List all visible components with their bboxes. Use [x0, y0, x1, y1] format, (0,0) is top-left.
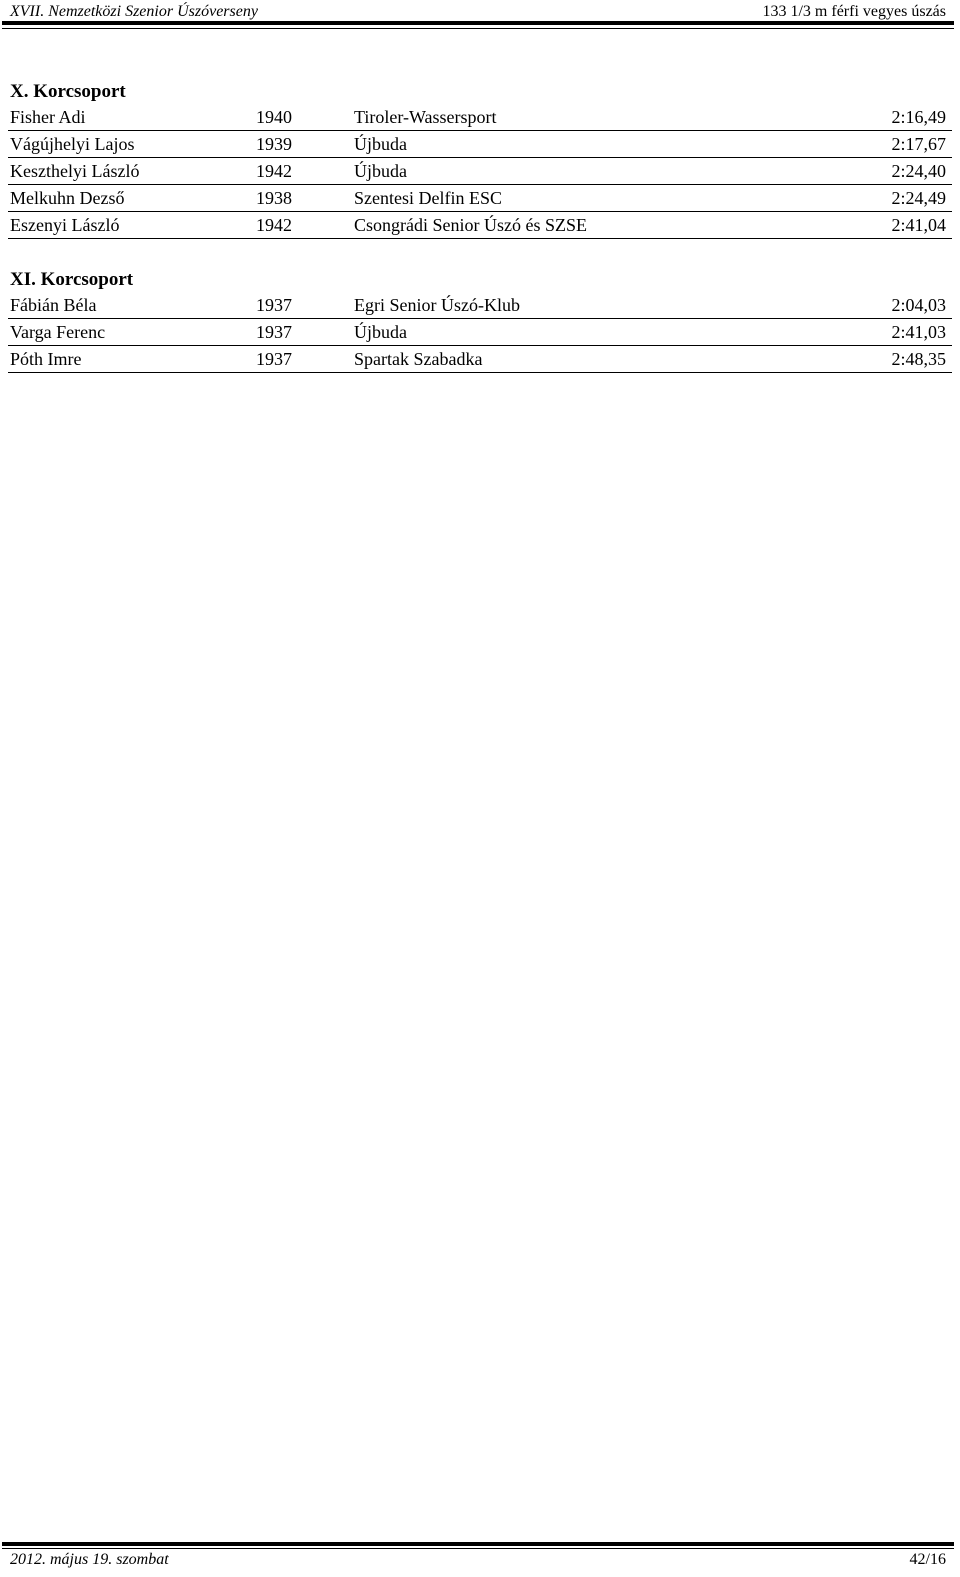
swimmer-name: Keszthelyi László — [10, 161, 140, 181]
birth-year: 1942 — [256, 161, 292, 181]
result-row — [8, 212, 952, 239]
birth-year: 1937 — [256, 349, 292, 369]
result-time: 2:04,03 — [891, 295, 946, 315]
result-time: 2:48,35 — [891, 349, 946, 369]
footer-rule-thick — [2, 1542, 954, 1546]
swimmer-name: Fábián Béla — [10, 295, 97, 315]
result-row — [8, 131, 952, 158]
header-rule-thin — [2, 28, 954, 29]
group-title: XI. Korcsoport — [10, 269, 134, 290]
birth-year: 1938 — [256, 188, 292, 208]
result-time: 2:24,49 — [891, 188, 946, 208]
page-footer — [8, 1550, 952, 1570]
club-name: Szentesi Delfin ESC — [354, 188, 502, 208]
footer-rule-thin — [2, 1548, 954, 1549]
swimmer-name: Póth Imre — [10, 349, 82, 369]
result-time: 2:16,49 — [891, 107, 946, 127]
age-group-x — [8, 80, 952, 239]
birth-year: 1940 — [256, 107, 292, 127]
result-time: 2:41,03 — [891, 322, 946, 342]
club-name: Tiroler-Wassersport — [354, 107, 497, 127]
result-row — [8, 185, 952, 212]
club-name: Csongrádi Senior Úszó és SZSE — [354, 215, 587, 235]
club-name: Újbuda — [354, 322, 407, 342]
birth-year: 1942 — [256, 215, 292, 235]
swimmer-name: Varga Ferenc — [10, 322, 106, 342]
header-rule-thick — [2, 21, 954, 25]
club-name: Újbuda — [354, 134, 407, 154]
event-date: 2012. május 19. szombat — [10, 1551, 169, 1568]
page-number: 42/16 — [909, 1551, 946, 1568]
birth-year: 1937 — [256, 295, 292, 315]
result-row — [8, 292, 952, 319]
swimmer-name: Fisher Adi — [10, 107, 86, 127]
birth-year: 1937 — [256, 322, 292, 342]
group-title: X. Korcsoport — [10, 81, 126, 102]
result-row — [8, 346, 952, 373]
result-row — [8, 158, 952, 185]
birth-year: 1939 — [256, 134, 292, 154]
race-title: 133 1/3 m férfi vegyes úszás — [762, 3, 946, 20]
result-time: 2:24,40 — [891, 161, 946, 181]
swimmer-name: Vágújhelyi Lajos — [10, 134, 135, 154]
club-name: Egri Senior Úszó-Klub — [354, 295, 520, 315]
swimmer-name: Eszenyi László — [10, 215, 120, 235]
result-time: 2:17,67 — [891, 134, 946, 154]
result-row — [8, 104, 952, 131]
result-time: 2:41,04 — [891, 215, 946, 235]
club-name: Spartak Szabadka — [354, 349, 483, 369]
age-group-xi — [8, 268, 952, 373]
club-name: Újbuda — [354, 161, 407, 181]
result-row — [8, 319, 952, 346]
swimmer-name: Melkuhn Dezső — [10, 188, 125, 208]
event-title: XVII. Nemzetközi Szenior Úszóverseny — [10, 3, 258, 20]
